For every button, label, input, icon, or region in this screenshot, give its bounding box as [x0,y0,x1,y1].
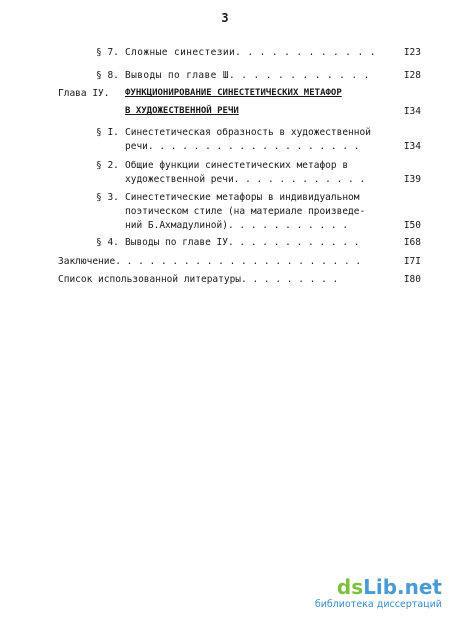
toc-page: I50 [403,220,421,231]
watermark-logo-ds: ds [336,575,364,599]
toc-title-line2: В ХУДОЖЕСТВЕННОЙ РЕЧИ [125,106,239,116]
toc-title-line1: Синестетическая образность в художественной [125,127,371,138]
page-number: 3 [221,11,229,25]
toc-marker: § I. [96,127,119,138]
toc-page: I28 [403,70,421,81]
toc-marker: Глава IУ. [58,88,110,99]
toc-marker: § 4. [96,237,119,248]
toc-title-line2: поэтическом стиле (на материале произведе- [125,206,366,217]
toc-title: Список использованной литературы. . . . . . . . . [58,274,339,285]
toc-title: Выводы по главе IУ. . . . . . . . . . . . [125,237,360,248]
watermark[interactable] [312,576,442,610]
watermark-logo-net: .net [397,575,442,599]
toc-title: Заключение. . . . . . . . . . . . . . . . . . . . . . [58,256,362,267]
watermark-subtitle: библиотека диссертаций [314,599,442,610]
toc-title-line1: ФУНКЦИОНИРОВАНИЕ СИНЕСТЕТИЧЕСКИХ МЕТАФОР [125,88,342,98]
toc-title-line2: речи. . . . . . . . . . . . . . . . . . . [125,141,360,152]
toc-page: I23 [403,47,421,58]
toc-marker: § 8. [96,70,119,81]
toc-page: I34 [403,141,421,152]
toc-title-line2: художественной речи. . . . . . . . . . . . [125,174,366,185]
watermark-logo [312,576,442,598]
toc-title-line3: ний Б.Ахмадулиной). . . . . . . . . . . [125,220,349,231]
toc-marker: § 3. [96,192,119,203]
toc-title: Сложные синестезии. . . . . . . . . . . . [125,47,376,58]
toc-page: I7I [403,256,421,267]
toc-page: I34 [403,106,421,117]
toc-title-line1: Синестетические метафоры в индивидуальном [125,192,360,203]
toc-page: I39 [403,174,421,185]
watermark-logo-lib: Lib [363,575,398,599]
toc-marker: § 2. [96,160,119,171]
toc-page: I68 [403,237,421,248]
toc-title-line1: Общие функции синестетических метафор в [125,160,349,171]
toc-title: Выводы по главе Ш. . . . . . . . . . . . [125,70,370,81]
toc-marker: § 7. [96,47,119,58]
toc-page: I80 [403,274,421,285]
